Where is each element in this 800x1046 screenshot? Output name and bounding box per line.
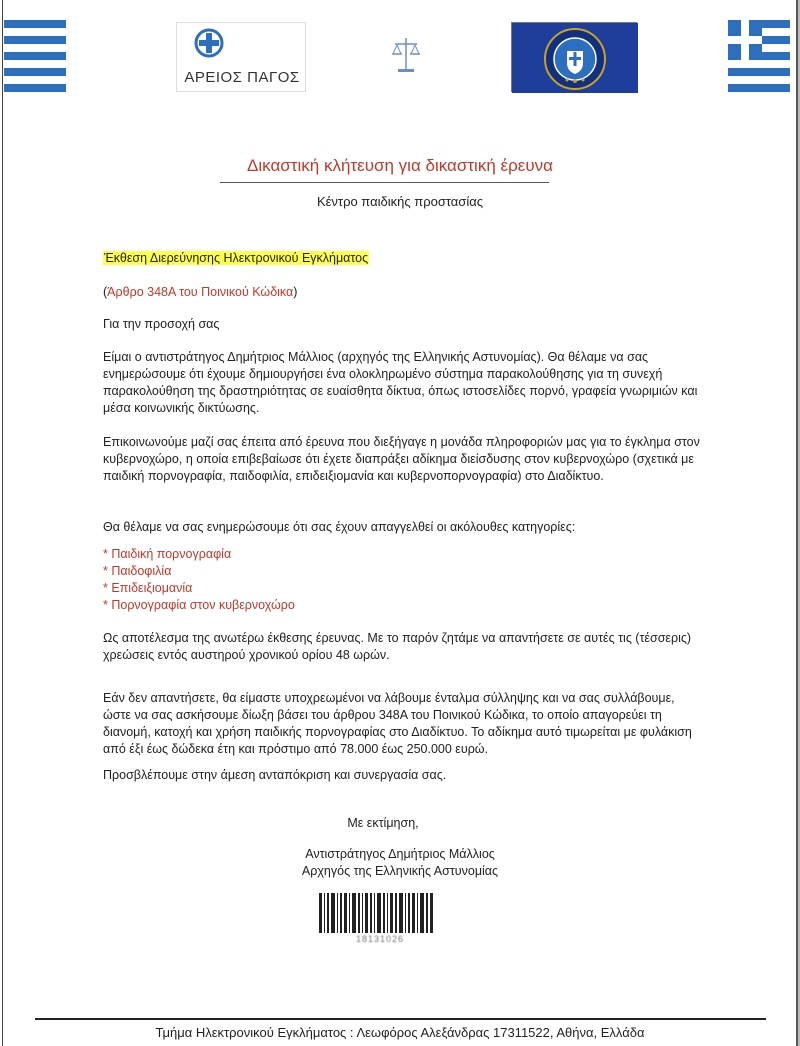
charge-item: * Επιδειξιομανία bbox=[103, 581, 193, 595]
barcode-number: 18131026 bbox=[356, 934, 405, 944]
article-reference: (Άρθρο 348A του Ποινικού Κώδικα) bbox=[103, 285, 298, 299]
attention-line: Για την προσοχή σας bbox=[103, 317, 220, 331]
greek-flag-left-icon bbox=[4, 20, 66, 92]
document-title: Δικαστική κλήτευση για δικαστική έρευνα bbox=[247, 156, 553, 175]
areios-pagos-logo bbox=[176, 22, 306, 92]
charge-item: * Παιδοφιλία bbox=[103, 564, 172, 578]
hellenic-police-logo bbox=[511, 22, 637, 92]
closing: Με εκτίμηση, bbox=[347, 816, 419, 830]
document-subtitle: Κέντρο παιδικής προστασίας bbox=[316, 194, 484, 209]
paragraph-4: Εάν δεν απαντήσετε, θα είμαστε υποχρεωμένοι να λάβουμε ένταλμα σύλληψης και να σας συλλάβουμε, ώστε να σας ασκήσουμε δίωξη βάσει του άρθρου 348A του Ποινικού Κώδικα, το οποίο απαγορεύει τη διανομή, κατοχή και χρήση παιδικής πορνογραφίας στο Διαδίκτυο. Το αδίκημα αυτό τιμωρείται με φυλάκιση από έξι έως δώδεκα έτη και πρόστιμο από 78.000 έως 250.000 ευρώ. bbox=[103, 691, 692, 756]
charge-item: * Πορνογραφία στον κυβερνοχώρο bbox=[103, 598, 295, 612]
report-heading: Έκθεση Διερεύνησης Ηλεκτρονικού Εγκλήματος bbox=[104, 251, 369, 265]
signature-name: Αντιστράτηγος Δημήτριος Μάλλιος bbox=[305, 847, 495, 861]
paragraph-3: Ως αποτέλεσμα της ανωτέρω έκθεσης έρευνας. Με το παρόν ζητάμε να απαντήσετε σε αυτές τις (τέσσερις) χρεώσεις εντός αυστηρού χρονικού ορίου 48 ωρών. bbox=[103, 631, 692, 662]
greek-emblem-icon bbox=[189, 25, 229, 65]
police-badge-icon bbox=[512, 23, 638, 93]
charges-list bbox=[103, 546, 295, 614]
scales-of-justice-icon bbox=[392, 36, 420, 76]
charges-intro: Θα θέλαμε να σας ενημερώσουμε ότι σας έχουν απαγγελθεί οι ακόλουθες κατηγορίες: bbox=[103, 520, 576, 534]
footer-divider bbox=[35, 1018, 766, 1020]
article-text: Άρθρο 348A του Ποινικού Κώδικα bbox=[107, 285, 294, 299]
paragraph-5: Προσβλέπουμε στην άμεση ανταπόκριση και συνεργασία σας. bbox=[103, 768, 447, 782]
paragraph-2: Επικοινωνούμε μαζί σας έπειτα από έρευνα που διεξήγαγε η μονάδα πληροφοριών μας για το έγκλημα στον κυβερνοχώρο, η οποία επιβεβαίωσε ότι έχετε διαπράξει αδίκημα διείσδυσης στον κυβερνοχώρο (σχετικά με παιδική πορνογραφία, παιδοφιλία, επιδειξιομανία και κυβερνοπορνογραφία) στο Διαδίκτυο. bbox=[103, 435, 700, 483]
greek-flag-right-icon bbox=[728, 20, 790, 92]
charge-item: * Παιδική πορνογραφία bbox=[103, 547, 232, 561]
barcode-icon bbox=[317, 893, 437, 933]
court-logo-text: ΑΡΕΙΟΣ ΠΑΓΟΣ bbox=[184, 69, 300, 86]
title-underline bbox=[220, 182, 549, 183]
paragraph-1: Είμαι ο αντιστράτηγος Δημήτριος Μάλλιος (αρχηγός της Ελληνικής Αστυνομίας). Θα θέλαμε να σας ενημερώσουμε ότι έχουμε δημιουργήσει ένα ολοκληρωμένο σύστημα παρακολούθησης για τη συνεχή παρακολούθηση της δραστηριότητας σε ευαίσθητα δίκτυα, όπως ιστοσελίδες πορνό, γραφεία γνωριμιών και μέσα κοινωνικής δικτύωσης. bbox=[103, 350, 698, 415]
signature-title: Αρχηγός της Ελληνικής Αστυνομίας bbox=[301, 864, 499, 878]
footer-address: Τμήμα Ηλεκτρονικού Εγκλήματος : Λεωφόρος Αλεξάνδρας 17311522, Αθήνα, Ελλάδα bbox=[155, 1025, 645, 1040]
